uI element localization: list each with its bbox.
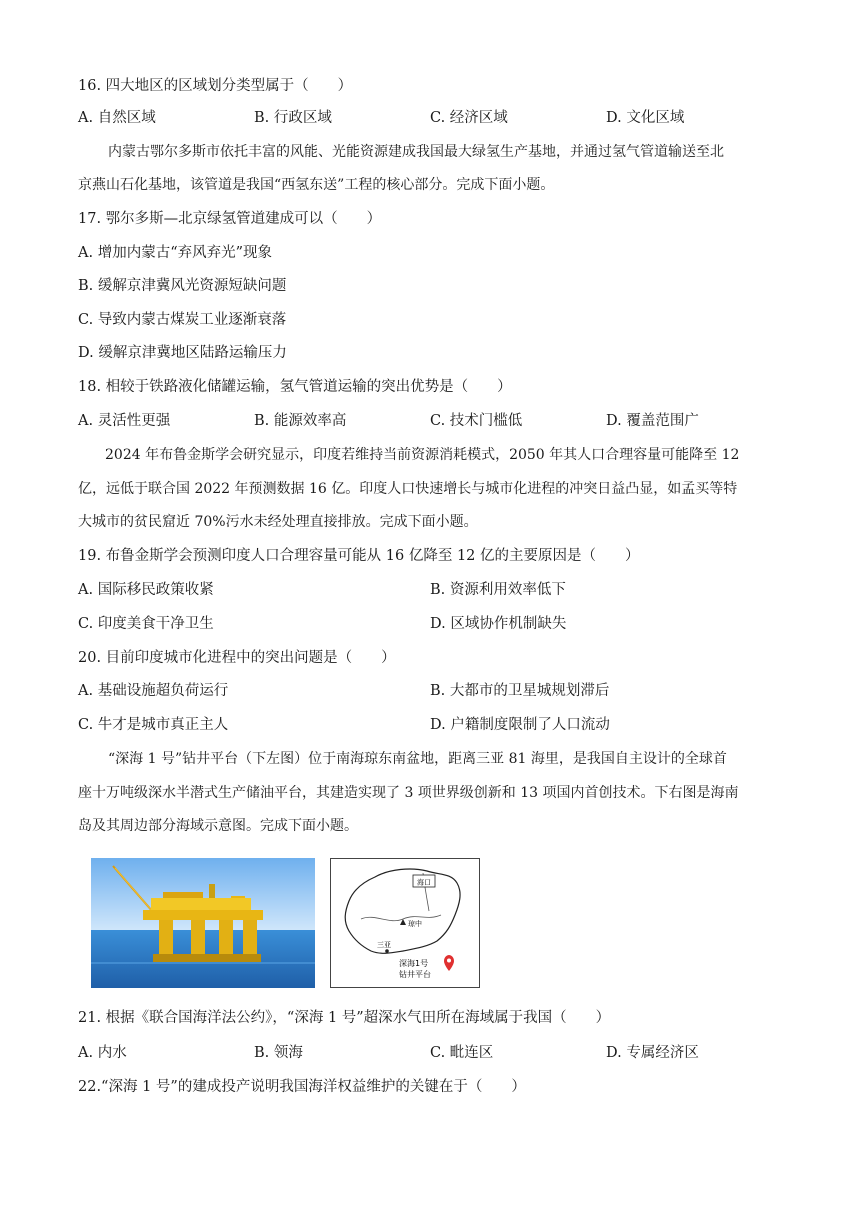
q16-option-b: B. 行政区域 <box>254 110 332 126</box>
question-19-stem: 19. 布鲁金斯学会预测印度人口合理容量可能从 16 亿降至 12 亿的主要原因是（ ） <box>78 548 640 564</box>
platform-label-line-2: 钻井平台 <box>399 970 431 979</box>
passage-1-line-1: 内蒙古鄂尔多斯市依托丰富的风能、光能资源建成我国最大绿氢生产基地，并通过氢气管道输送至北 <box>108 144 724 160</box>
sanya-dot <box>385 949 389 953</box>
platform-photo <box>91 858 315 988</box>
question-21-stem: 21. 根据《联合国海洋法公约》，“深海 1 号”超深水气田所在海域属于我国（ ） <box>78 1010 611 1026</box>
hainan-map-graphic <box>331 859 479 987</box>
platform-photo-graphic <box>91 858 315 988</box>
q20-option-d: D. 户籍制度限制了人口流动 <box>430 717 610 733</box>
q16-option-d: D. 文化区域 <box>606 110 685 126</box>
q19-option-b: B. 资源利用效率低下 <box>430 582 566 598</box>
q21-option-a: A. 内水 <box>78 1045 127 1061</box>
q19-option-c: C. 印度美食干净卫生 <box>78 616 214 632</box>
sanya-label: 三亚 <box>377 941 391 949</box>
q17-option-c: C. 导致内蒙古煤炭工业逐渐衰落 <box>78 312 287 328</box>
q21-option-b: B. 领海 <box>254 1045 303 1061</box>
haikou-label: 海口 <box>417 878 431 887</box>
q19-option-a: A. 国际移民政策收紧 <box>78 582 214 598</box>
q16-option-a: A. 自然区域 <box>78 110 156 126</box>
passage-2-line-2: 亿，远低于联合国 2022 年预测数据 16 亿。印度人口快速增长与城市化进程的冲突日益凸显，如孟买等特 <box>78 481 738 497</box>
q20-option-a: A. 基础设施超负荷运行 <box>78 683 229 699</box>
q20-option-c: C. 牛才是城市真正主人 <box>78 717 229 733</box>
question-17-stem: 17. 鄂尔多斯—北京绿氢管道建成可以（ ） <box>78 211 382 227</box>
question-20-stem: 20. 目前印度城市化进程中的突出问题是（ ） <box>78 650 396 666</box>
passage-2-line-1: 2024 年布鲁金斯学会研究显示，印度若维持当前资源消耗模式，2050 年其人口合理容量可能降至 12 <box>105 447 740 463</box>
location-pin-icon <box>444 955 454 971</box>
q20-option-b: B. 大都市的卫星城规划滞后 <box>430 683 610 699</box>
passage-3-line-3: 岛及其周边部分海域示意图。完成下面小题。 <box>78 818 358 834</box>
question-22-stem: 22.“深海 1 号”的建成投产说明我国海洋权益维护的关键在于（ ） <box>78 1079 526 1095</box>
q19-option-d: D. 区域协作机制缺失 <box>430 616 567 632</box>
q18-option-b: B. 能源效率高 <box>254 413 347 429</box>
platform-label-line-1: 深海1号 <box>399 959 429 968</box>
hainan-map <box>330 858 480 988</box>
passage-1-line-2: 京燕山石化基地，该管道是我国“西氢东送”工程的核心部分。完成下面小题。 <box>78 177 555 193</box>
passage-3-line-2: 座十万吨级深水半潜式生产储油平台，其建造实现了 3 项世界级创新和 13 项国内首创技术。下右图是海南 <box>78 785 739 801</box>
passage-2-line-3: 大城市的贫民窟近 70%污水未经处理直接排放。完成下面小题。 <box>78 514 478 530</box>
q18-option-d: D. 覆盖范围广 <box>606 413 699 429</box>
q21-option-c: C. 毗连区 <box>430 1045 494 1061</box>
question-16-stem: 16. 四大地区的区域划分类型属于（ ） <box>78 78 353 94</box>
q18-option-c: C. 技术门槛低 <box>430 413 523 429</box>
q18-option-a: A. 灵活性更强 <box>78 413 171 429</box>
q16-option-c: C. 经济区域 <box>430 110 508 126</box>
q17-option-b: B. 缓解京津冀风光资源短缺问题 <box>78 278 287 294</box>
question-18-stem: 18. 相较于铁路液化储罐运输，氢气管道运输的突出优势是（ ） <box>78 379 512 395</box>
q17-option-a: A. 增加内蒙古“弃风弃光”现象 <box>78 245 273 261</box>
q17-option-d: D. 缓解京津冀地区陆路运输压力 <box>78 345 287 361</box>
island-outline <box>345 869 460 953</box>
qiongzhong-label: 琼中 <box>408 920 422 928</box>
q21-option-d: D. 专属经济区 <box>606 1045 699 1061</box>
passage-3-line-1: “深海 1 号”钻井平台（下左图）位于南海琼东南盆地，距离三亚 81 海里，是我国自主设计的全球首 <box>108 751 727 767</box>
